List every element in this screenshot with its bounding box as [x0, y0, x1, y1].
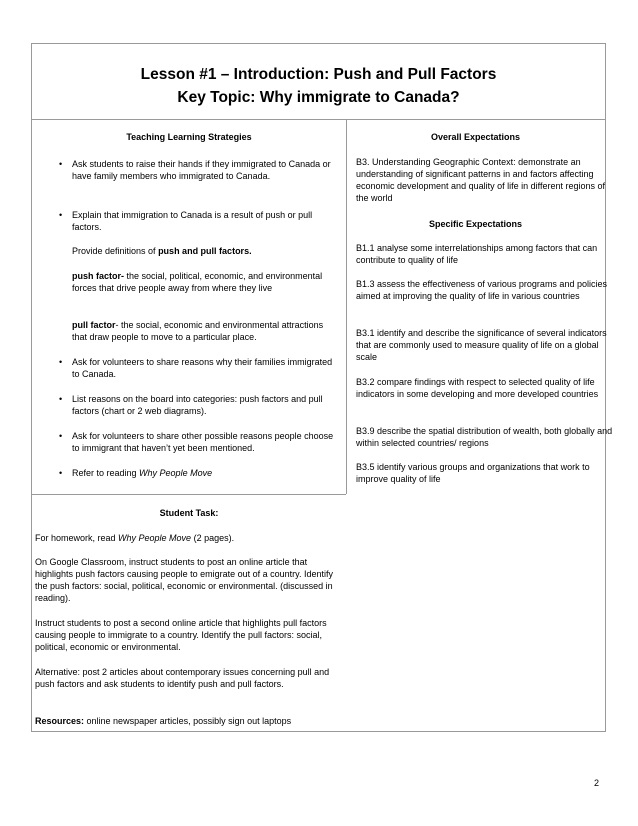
push-factor-definition: push factor- the social, political, economic, and environmental forces that drive people away from where they live	[72, 271, 323, 293]
expectation-b3-5: B3.5 identify various groups and organizations that work to improve quality of life	[356, 462, 590, 484]
overall-expectations-heading: Overall Expectations	[430, 132, 521, 142]
title-box	[32, 44, 605, 120]
bullet-text-5: Ask for volunteers to share other possible reasons people choose to immigrant that haven’t yet been mentioned.	[72, 431, 334, 453]
task-paragraph-4: Alternative: post 2 articles about contemporary issues concerning pull and push factors and ask students to identify push and pull factors.	[35, 667, 330, 689]
expectation-b3-9: B3.9 describe the spatial distribution of wealth, both globally and within selected countries/ regions	[356, 426, 613, 448]
student-task-cell	[32, 494, 346, 731]
expectation-b1-3: B1.3 assess the effectiveness of various programs and policies aimed at improving the quality of life in various countries	[356, 279, 607, 301]
task-paragraph-3: Instruct students to post a second online article that highlights pull factors causing people to immigrate to a country. Identify the pull factors: social, political, economic or environmental.	[35, 618, 327, 652]
key-topic: Key Topic: Why immigrate to Canada?	[177, 89, 460, 106]
bullet-icon: •	[59, 159, 63, 169]
bullet-text-2: Explain that immigration to Canada is a result of push or pull factors.	[72, 210, 313, 232]
lesson-table	[31, 43, 613, 732]
teaching-heading: Teaching Learning Strategies	[126, 132, 252, 142]
bullet-icon: •	[59, 431, 63, 441]
bullet-icon: •	[59, 357, 63, 367]
lesson-title: Lesson #1 – Introduction: Push and Pull Factors	[140, 66, 497, 83]
overall-b3: B3. Understanding Geographic Context: demonstrate an understanding of significant patterns in and factors affecting economic development and quality of life in different regions of the world	[356, 157, 605, 203]
bullet-icon: •	[59, 210, 63, 220]
definitions-intro: Provide definitions of push and pull factors.	[72, 246, 252, 256]
task-paragraph-2: On Google Classroom, instruct students to post an online article that highlights push factors causing people to emigrate out of a country. Identify the push factors: social, political, economic or environmental. (discussed in reading).	[35, 557, 334, 603]
student-task-heading: Student Task:	[159, 508, 219, 518]
bullet-text-4: List reasons on the board into categories: push factors and pull factors (chart or 2 web diagrams).	[72, 394, 323, 416]
pull-factor-definition: pull factor- the social, economic and environmental attractions that draw people to move to a particular place.	[72, 320, 324, 342]
specific-expectations-heading: Specific Expectations	[428, 219, 523, 229]
homework-text: For homework, read Why People Move (2 pages).	[35, 533, 235, 543]
bullet-text-1: Ask students to raise their hands if they immigrated to Canada or have family members who immigrated to Canada.	[72, 159, 331, 181]
expectation-b3-1: B3.1 identify and describe the significance of several indicators that are commonly used to measure quality of life on a global scale	[356, 328, 607, 362]
page-number: 2	[594, 778, 600, 788]
bullet-icon: •	[59, 468, 63, 478]
expectation-b3-2: B3.2 compare findings with respect to selected quality of life indicators in some developing and more developed countries	[356, 377, 599, 399]
expectation-b1-1: B1.1 analyse some interrelationships among factors that can contribute to quality of life	[356, 243, 598, 265]
bullet-text-3: Ask for volunteers to share reasons why their families immigrated to Canada.	[72, 357, 333, 379]
expectations-cell	[32, 120, 613, 494]
bullet-text-6: Refer to reading Why People Move	[72, 468, 213, 478]
resources-text: Resources: online newspaper articles, possibly sign out laptops	[35, 716, 292, 726]
bullet-icon: •	[59, 394, 63, 404]
